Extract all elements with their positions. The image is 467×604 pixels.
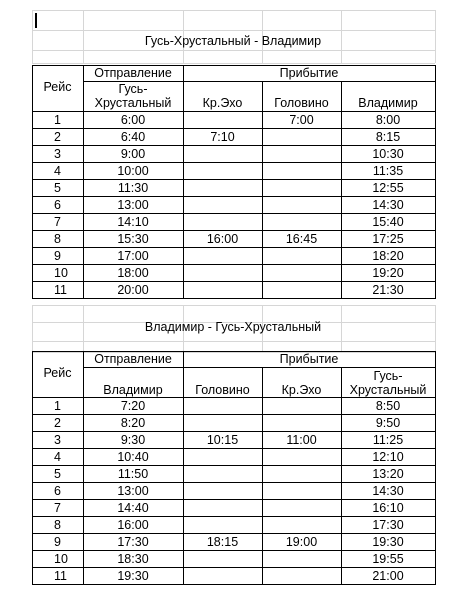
table1-cell-arrival: 19:20 — [372, 266, 404, 280]
table1-cell-stop2: 16:45 — [285, 232, 318, 246]
table1-cell-reys: 10 — [54, 266, 68, 280]
table1-header-stop2: Головино — [274, 96, 329, 110]
table2-cell-reys: 1 — [54, 399, 61, 413]
table2-cell-reys: 6 — [54, 484, 61, 498]
grid-line-vertical — [83, 305, 84, 352]
table1-header-departure: Отправление — [94, 66, 172, 80]
table2-cell-stop2: 11:00 — [286, 433, 317, 447]
table2-cell-reys: 4 — [54, 450, 61, 464]
table2-cell-departure: 9:30 — [120, 433, 146, 447]
table2-cell-departure: 13:00 — [117, 484, 149, 498]
table1-cell-arrival: 14:30 — [372, 198, 404, 212]
table2-cell-departure: 14:40 — [117, 501, 149, 515]
table2-header-arrival: Прибытие — [279, 352, 339, 366]
text-cursor — [35, 13, 37, 28]
grid-line-horizontal — [32, 352, 435, 353]
table1-cell-departure: 6:40 — [120, 130, 146, 144]
grid-line-horizontal — [32, 305, 435, 306]
table2-cell-reys: 10 — [54, 552, 68, 566]
table2-cell-stop1: 18:15 — [206, 535, 239, 549]
table2-cell-departure: 16:00 — [117, 518, 149, 532]
table1-cell-departure: 6:00 — [120, 113, 146, 127]
table1-cell-arrival: 8:15 — [375, 130, 401, 144]
table1-cell-departure: 17:00 — [117, 249, 149, 263]
table2-cell-arrival: 13:20 — [372, 467, 404, 481]
table1-cell-arrival: 8:00 — [375, 113, 401, 127]
table2-cell-departure: 18:30 — [117, 552, 149, 566]
grid-line-vertical — [83, 10, 84, 63]
table1-cell-departure: 18:00 — [117, 266, 149, 280]
table1-cell-reys: 8 — [54, 232, 61, 246]
table1-cell-reys: 9 — [54, 249, 61, 263]
table1-cell-reys: 6 — [54, 198, 61, 212]
grid-line-vertical — [32, 305, 33, 352]
table2-cell-arrival: 19:30 — [372, 535, 404, 549]
table1-cell-arrival: 11:35 — [372, 164, 404, 178]
table1-cell-stop1: 7:10 — [210, 130, 235, 144]
table1-cell-reys: 3 — [54, 147, 61, 161]
table1-cell-reys: 11 — [54, 283, 67, 297]
table1-cell-reys: 5 — [54, 181, 61, 195]
table2-cell-reys: 8 — [54, 518, 61, 532]
table2-cell-departure: 11:50 — [117, 467, 149, 481]
table2-cell-departure: 8:20 — [120, 416, 146, 430]
table2-cell-reys: 3 — [54, 433, 61, 447]
table2-cell-arrival: 16:10 — [372, 501, 404, 515]
table1-cell-reys: 2 — [54, 130, 61, 144]
table2-header-stop1: Головино — [195, 383, 250, 397]
table1-cell-departure: 14:10 — [117, 215, 149, 229]
table1-cell-stop2: 7:00 — [289, 113, 314, 127]
table2-table-row — [32, 414, 435, 431]
grid-line-vertical — [435, 10, 436, 63]
table1-cell-arrival: 17:25 — [372, 232, 404, 246]
table2-header-divider — [83, 367, 436, 368]
table1-header-from: Гусь- — [118, 82, 148, 96]
table2-cell-arrival: 19:55 — [372, 552, 404, 566]
table2-header-reys: Рейс — [43, 366, 72, 380]
grid-line-vertical — [341, 305, 342, 352]
grid-line-vertical — [32, 10, 33, 63]
table2-cell-reys: 9 — [54, 535, 61, 549]
table1-header-stop1: Кр.Эхо — [202, 96, 243, 110]
table1-cell-departure: 15:30 — [117, 232, 149, 246]
table1-cell-stop1: 16:00 — [206, 232, 239, 246]
table1-cell-departure: 10:00 — [117, 164, 149, 178]
table1-header-to: Владимир — [358, 96, 418, 110]
table1-title: Гусь-Хрустальный - Владимир — [144, 34, 322, 48]
grid-line-horizontal — [32, 30, 435, 31]
table1-border-top — [32, 65, 436, 66]
table1-row-border — [32, 298, 436, 299]
table2-cell-departure: 19:30 — [117, 569, 149, 583]
table1-cell-reys: 4 — [54, 164, 61, 178]
table1-cell-arrival: 21:30 — [372, 283, 404, 297]
table2-cell-arrival: 21:00 — [372, 569, 404, 583]
table2-cell-arrival: 14:30 — [372, 484, 404, 498]
table1-cell-departure: 9:00 — [120, 147, 146, 161]
table2-cell-stop2: 19:00 — [285, 535, 318, 549]
table2-cell-arrival: 12:10 — [372, 450, 404, 464]
table2-header-to: Гусь- — [373, 369, 403, 383]
grid-line-horizontal — [32, 341, 435, 342]
table2-cell-arrival: 17:30 — [372, 518, 404, 532]
grid-line-vertical — [435, 305, 436, 352]
table2-cell-departure: 17:30 — [117, 535, 149, 549]
table1-cell-arrival: 10:30 — [372, 147, 404, 161]
table2-cell-reys: 5 — [54, 467, 61, 481]
table2-cell-arrival: 8:50 — [375, 399, 401, 413]
table2-cell-reys: 2 — [54, 416, 61, 430]
table1-header-arrival: Прибытие — [279, 66, 339, 80]
table1-cell-reys: 1 — [54, 113, 61, 127]
table2-table-row — [32, 397, 435, 414]
grid-line-horizontal — [32, 63, 435, 64]
table1-border-right — [435, 65, 436, 299]
table2-border-top — [32, 351, 436, 352]
table1-cell-departure: 13:00 — [117, 198, 149, 212]
table1-table-row — [32, 111, 435, 128]
table1-cell-arrival: 15:40 — [372, 215, 404, 229]
table2-cell-reys: 7 — [54, 501, 61, 515]
table1-cell-departure: 20:00 — [117, 283, 149, 297]
grid-line-vertical — [341, 10, 342, 63]
table2-header-from: Владимир — [103, 383, 163, 397]
grid-line-horizontal — [32, 10, 435, 11]
table2-cell-reys: 11 — [54, 569, 67, 583]
table2-header-to: Хрустальный — [349, 383, 427, 397]
table2-title: Владимир - Гусь-Хрустальный — [144, 320, 322, 334]
table1-cell-arrival: 18:20 — [372, 249, 404, 263]
table2-cell-arrival: 9:50 — [375, 416, 401, 430]
table1-cell-departure: 11:30 — [117, 181, 149, 195]
table1-header-reys: Рейс — [43, 80, 72, 94]
table1-cell-arrival: 12:55 — [372, 181, 404, 195]
table2-header-departure: Отправление — [94, 352, 172, 366]
table2-border-right — [435, 351, 436, 585]
table2-cell-departure: 10:40 — [117, 450, 149, 464]
table2-cell-stop1: 10:15 — [206, 433, 239, 447]
table2-row-border — [32, 584, 436, 585]
table1-cell-reys: 7 — [54, 215, 61, 229]
table2-cell-departure: 7:20 — [120, 399, 146, 413]
table1-header-from: Хрустальный — [94, 96, 172, 110]
table2-cell-arrival: 11:25 — [372, 433, 404, 447]
table2-header-stop2: Кр.Эхо — [281, 383, 322, 397]
grid-line-horizontal — [32, 50, 435, 51]
